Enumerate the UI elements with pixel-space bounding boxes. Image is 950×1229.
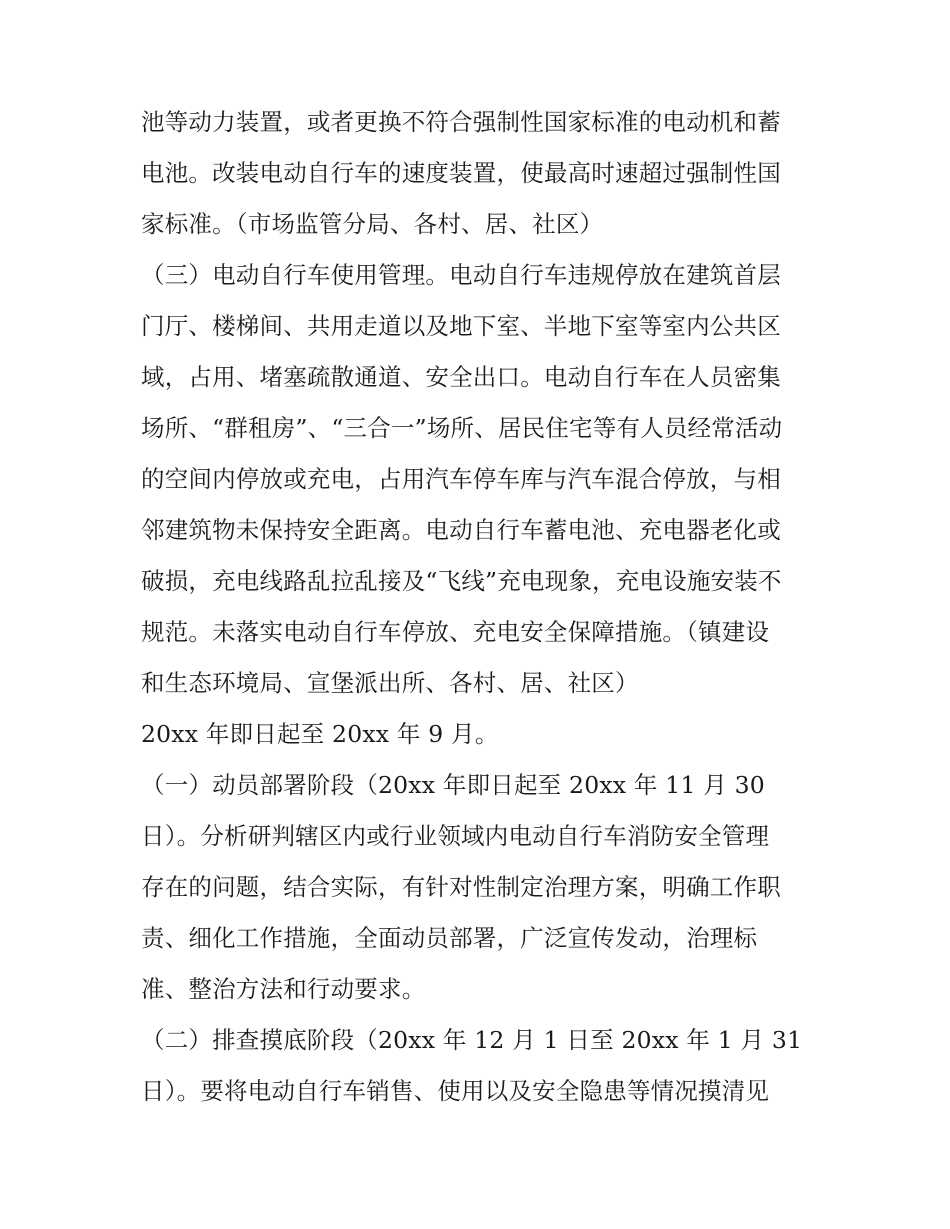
timeline-line: 20xx 年即日起至 20xx 年 9 月。 (141, 720, 499, 748)
text-line: 日）。要将电动自行车销售、使用以及安全隐患等情况摸清见 (141, 1077, 770, 1105)
section-heading-line: （三）电动自行车使用管理。电动自行车违规停放在建筑首层 (141, 261, 781, 289)
text-line: 域，占用、堵塞疏散通道、安全出口。电动自行车在人员密集 (141, 363, 781, 391)
phase-heading-line: （一）动员部署阶段（20xx 年即日起至 20xx 年 11 月 30 (141, 771, 765, 799)
text-line: 日）。分析研判辖区内或行业领域内电动自行车消防安全管理 (141, 822, 770, 850)
text-line: 池等动力装置，或者更换不符合强制性国家标准的电动机和蓄 (141, 108, 781, 136)
text-line: 电池。改装电动自行车的速度装置，使最高时速超过强制性国 (141, 159, 781, 187)
text-line: 的空间内停放或充电，占用汽车停车库与汽车混合停放，与相 (141, 465, 781, 493)
text-line: 责、细化工作措施，全面动员部署，广泛宣传发动，治理标 (141, 924, 758, 952)
text-line: 规范。未落实电动自行车停放、充电安全保障措施。（镇建设 (141, 618, 770, 646)
text-line: 门厅、楼梯间、共用走道以及地下室、半地下室等室内公共区 (141, 312, 781, 340)
text-line: 存在的问题，结合实际，有针对性制定治理方案，明确工作职 (141, 873, 781, 901)
text-line: 破损，充电线路乱拉乱接及“飞线”充电现象，充电设施安装不 (141, 567, 782, 595)
text-line: 和生态环境局、宣堡派出所、各村、居、社区） (141, 669, 639, 697)
body-text (141, 97, 821, 1117)
text-line: 准、整治方法和行动要求。 (141, 975, 426, 1003)
phase-heading-line: （二）排查摸底阶段（20xx 年 12 月 1 日至 20xx 年 1 月 31 (141, 1026, 803, 1054)
text-line: 场所、“群租房”、“三合一”场所、居民住宅等有人员经常活动 (141, 414, 783, 442)
text-line: 邻建筑物未保持安全距离。电动自行车蓄电池、充电器老化或 (141, 516, 781, 544)
text-line: 家标准。（市场监管分局、各村、居、社区） (141, 210, 604, 238)
